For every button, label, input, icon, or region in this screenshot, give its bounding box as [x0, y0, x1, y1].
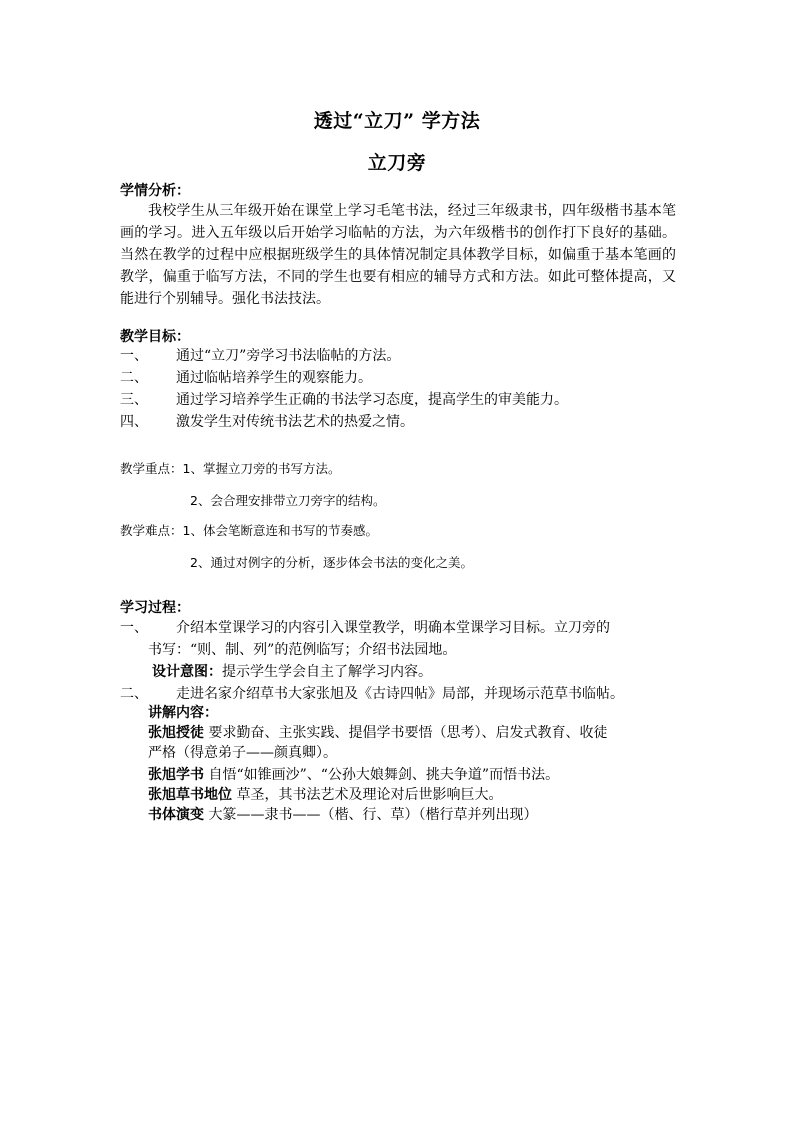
analysis-paragraph: 我校学生从三年级开始在课堂上学习毛笔书法，经过三年级隶书，四年级楷书基本笔画的学习。进入五年级以后开始学习临帖的方法，为六年级楷书的创作打下良好的基础。当然在教学的过程中应根据班级学生的具体情况制定具体教学目标，如偏重于基本笔画的教学，偏重于临写方法，不同的学生也要有相应的辅导方式和方法。如此可整体提高，又能进行个别辅导。强化书法技法。	[120, 203, 676, 307]
design-intent	[152, 661, 432, 683]
goal-number: 一、	[120, 348, 148, 364]
content-item	[148, 764, 559, 786]
content-item-text: 草圣，其书法艺术及理论对后世影响巨大。	[232, 787, 503, 803]
content-item-label: 张旭授徒	[148, 725, 204, 741]
difficulty-item: 2、通过对例字的分析，逐步体会书法的变化之美。	[190, 555, 473, 570]
difficulty-item: 1、体会笔断意连和书写的节奏感。	[182, 523, 378, 538]
goal-text: 通过临帖培养学生的观察能力。	[176, 370, 372, 386]
content-item-label: 书体演变	[148, 807, 204, 823]
content-item-text: 自悟“如锥画沙”、“公孙大娘舞剑、挑夫争道”而悟书法。	[204, 767, 560, 783]
process-heading: 学习过程：	[120, 600, 190, 616]
goal-item	[120, 345, 400, 367]
content-item-label: 张旭草书地位	[148, 787, 232, 803]
content-label-text: 讲解内容：	[148, 705, 218, 721]
key-points-label: 教学重点：	[120, 461, 183, 476]
step-text: 介绍本堂课学习的内容引入课堂教学，明确本堂课学习目标。立刀旁的	[176, 620, 610, 636]
goal-item	[120, 367, 372, 389]
goals-heading: 教学目标：	[120, 329, 190, 345]
content-item	[148, 722, 607, 744]
key-point-item: 2、会合理安排带立刀旁字的结构。	[190, 493, 386, 508]
design-intent-text: 提示学生学会自主了解学习内容。	[222, 664, 432, 680]
goal-text: 通过“立刀”旁学习书法临帖的方法。	[176, 348, 401, 364]
analysis-heading: 学情分析：	[120, 183, 190, 199]
difficulties-label: 教学难点：	[120, 523, 183, 538]
page-subtitle: 立刀旁	[367, 152, 427, 174]
process-step-1	[120, 617, 610, 639]
step-text-continued: 书写：“则、制、列”的范例临写；介绍书法园地。	[148, 642, 457, 658]
content-item	[148, 804, 537, 826]
key-points-line-1	[120, 459, 340, 477]
content-item	[148, 784, 502, 806]
content-item-text: 要求勤奋、主张实践、提倡学书要悟（思考）、启发式教育、收徒	[204, 725, 608, 741]
content-label	[148, 702, 218, 724]
content-item-text: 大篆——隶书——（楷、行、草）（楷行草并列出现）	[204, 807, 538, 823]
content-item-label: 张旭学书	[148, 767, 204, 783]
design-intent-label: 设计意图：	[152, 664, 222, 680]
content-item-continued: 严格（得意弟子——颜真卿）。	[148, 745, 337, 761]
step-text: 走进名家介绍草书大家张旭及《古诗四帖》局部，并现场示范草书临帖。	[176, 686, 624, 702]
goal-item	[120, 411, 414, 433]
goal-number: 四、	[120, 414, 148, 430]
step-number: 二、	[120, 686, 148, 702]
key-point-item: 1、掌握立刀旁的书写方法。	[182, 461, 341, 476]
goal-text: 激发学生对传统书法艺术的热爱之情。	[176, 414, 414, 430]
difficulties-line-1	[120, 521, 378, 539]
step-number: 一、	[120, 620, 148, 636]
page-title: 透过“立刀” 学方法	[313, 110, 481, 132]
goal-text: 通过学习培养学生正确的书法学习态度，提高学生的审美能力。	[176, 392, 568, 408]
goal-number: 三、	[120, 392, 148, 408]
goal-number: 二、	[120, 370, 148, 386]
goal-item	[120, 389, 568, 411]
